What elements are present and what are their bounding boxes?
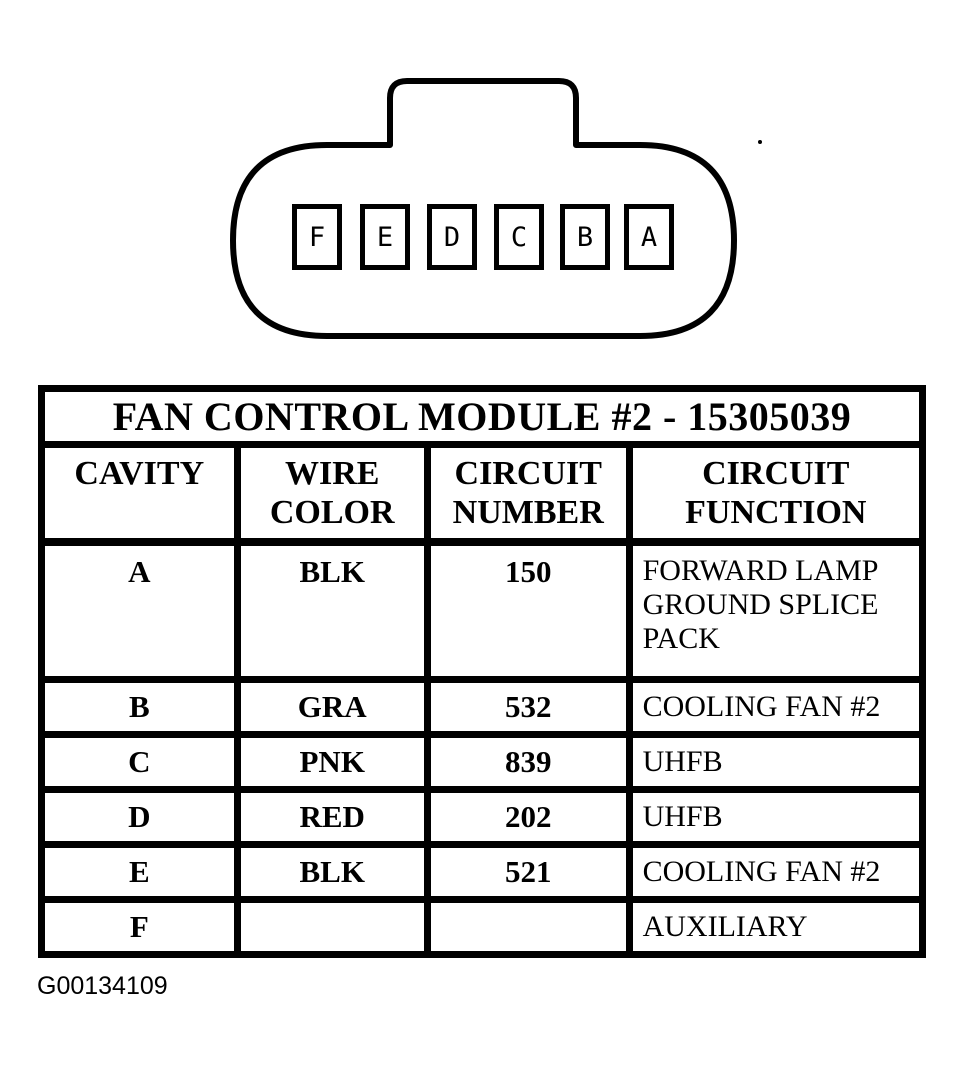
circuit-number-cell: 839 [427, 735, 629, 790]
table-row [42, 542, 923, 680]
pin-cavity-d [427, 204, 477, 270]
column-header-line: COLOR [269, 494, 395, 532]
pin-cavity-e [360, 204, 410, 270]
column-header-line: NUMBER [452, 494, 604, 532]
circuit-number-cell: 521 [427, 845, 629, 900]
cavity-cell: D [42, 790, 238, 845]
column-header-line: CIRCUIT [702, 455, 850, 492]
cavity-cell: C [42, 735, 238, 790]
circuit-function-cell: COOLING FAN #2 [629, 845, 922, 900]
table-row [42, 845, 923, 900]
circuit-number-cell: 202 [427, 790, 629, 845]
table-row [42, 680, 923, 735]
connector-diagram [0, 0, 966, 380]
wire-color-cell: BLK [237, 542, 427, 680]
table-row [42, 790, 923, 845]
circuit-function-cell: AUXILIARY [629, 900, 922, 955]
pin-row [0, 0, 966, 380]
column-header-circuit-function [629, 445, 922, 543]
figure-id-label: G00134109 [37, 972, 168, 1000]
pin-label: E [376, 221, 394, 253]
column-header-wire-color [237, 445, 427, 543]
table-header-row [42, 445, 923, 543]
cavity-cell: B [42, 680, 238, 735]
circuit-function-cell: UHFB [629, 790, 922, 845]
column-header-line: WIRE [284, 455, 380, 492]
wire-color-cell: PNK [237, 735, 427, 790]
pin-label: C [510, 221, 528, 253]
pin-label: D [443, 221, 461, 253]
pin-cavity-c [494, 204, 544, 270]
wire-color-cell: BLK [237, 845, 427, 900]
circuit-function-cell: FORWARD LAMP GROUND SPLICE PACK [629, 542, 922, 680]
column-header-line: FUNCTION [685, 494, 867, 532]
table-title-row [42, 389, 923, 445]
column-header-line: CAVITY [74, 455, 205, 492]
pin-cavity-f [292, 204, 342, 270]
pin-label: B [576, 221, 594, 253]
wire-color-cell: RED [237, 790, 427, 845]
column-header-cavity [42, 445, 238, 543]
circuit-function-cell: UHFB [629, 735, 922, 790]
pin-label: F [308, 221, 326, 253]
pin-label: A [640, 221, 658, 253]
pinout-table [38, 385, 926, 958]
cavity-cell: F [42, 900, 238, 955]
circuit-number-cell: 532 [427, 680, 629, 735]
cavity-cell: E [42, 845, 238, 900]
circuit-number-cell: 150 [427, 542, 629, 680]
pin-cavity-b [560, 204, 610, 270]
wire-color-cell [237, 900, 427, 955]
column-header-line: CIRCUIT [454, 455, 602, 492]
table-row [42, 900, 923, 955]
column-header-circuit-number [427, 445, 629, 543]
cavity-cell: A [42, 542, 238, 680]
table-row [42, 735, 923, 790]
wire-color-cell: GRA [237, 680, 427, 735]
circuit-number-cell [427, 900, 629, 955]
pin-cavity-a [624, 204, 674, 270]
circuit-function-cell: COOLING FAN #2 [629, 680, 922, 735]
table-title: FAN CONTROL MODULE #2 - 15305039 [42, 389, 923, 445]
